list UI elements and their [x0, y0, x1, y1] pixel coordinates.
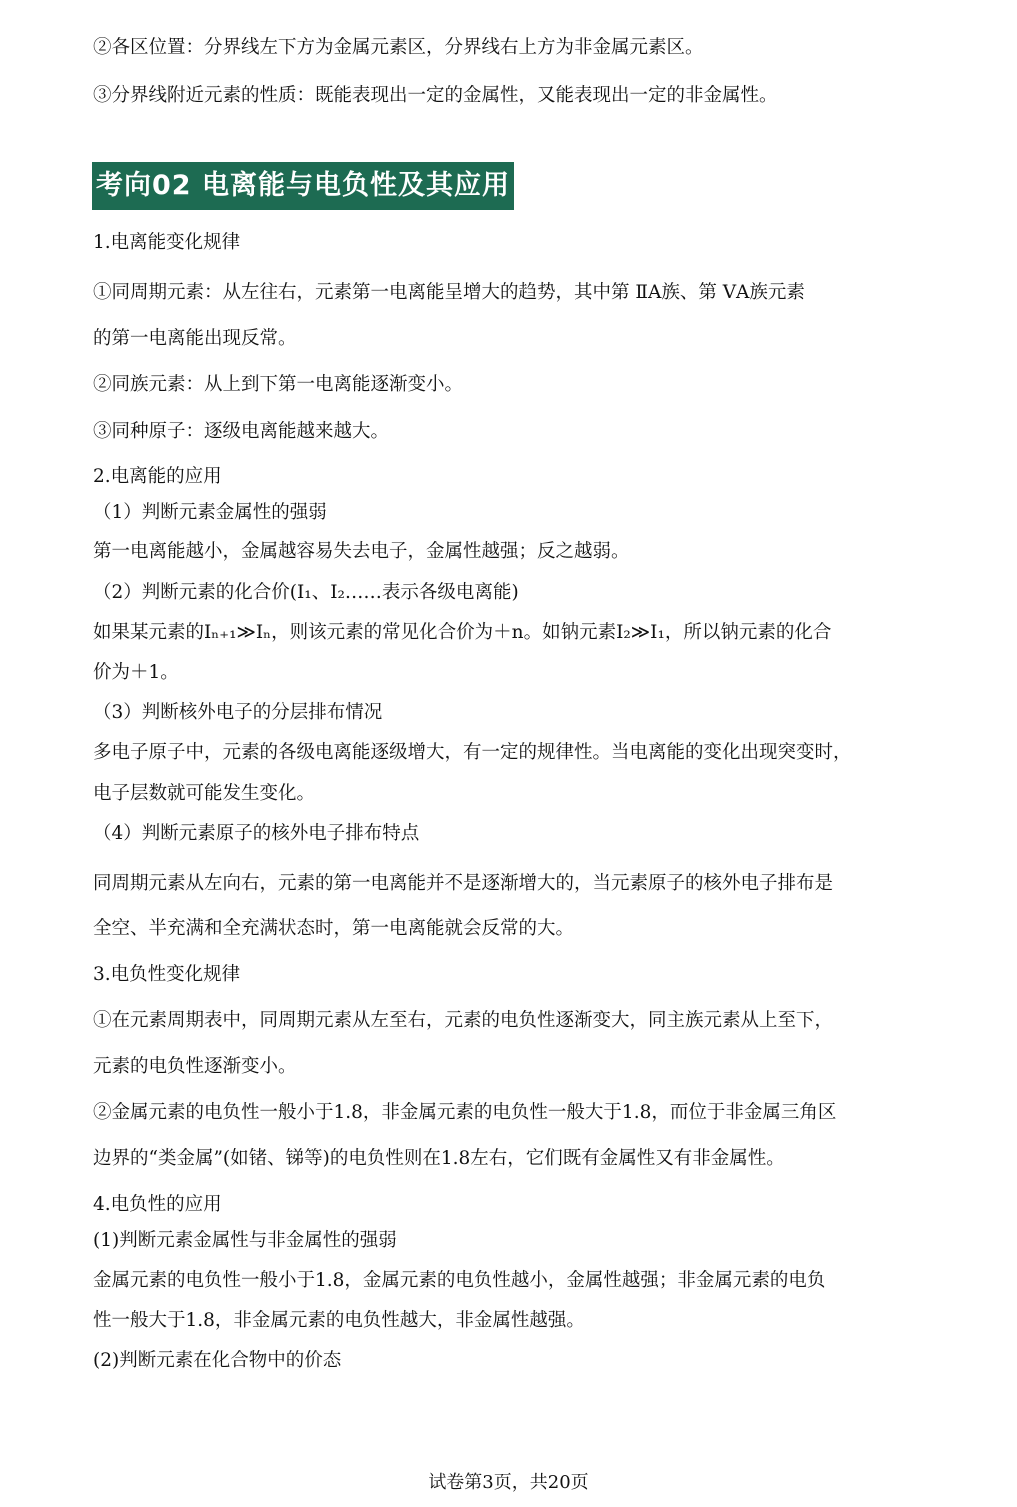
text-line: 的第一电离能出现反常。 — [93, 328, 297, 349]
section-heading: 考向02 电离能与电负性及其应用 — [92, 162, 514, 210]
text-line: （1）判断元素金属性的强弱 — [93, 502, 327, 523]
text-line: (2)判断元素在化合物中的价态 — [93, 1350, 342, 1371]
text-line: 电子层数就可能发生变化。 — [93, 783, 316, 804]
text-line: 价为＋1。 — [93, 662, 179, 683]
text-line: 2.电离能的应用 — [93, 466, 222, 487]
text-line: 如果某元素的Iₙ₊₁≫Iₙ，则该元素的常见化合价为＋n。如钠元素I₂≫I₁，所以钠元素的化合 — [93, 622, 832, 643]
text-line: (1)判断元素金属性与非金属性的强弱 — [93, 1230, 397, 1251]
text-line: ②金属元素的电负性一般小于1.8，非金属元素的电负性一般大于1.8，而位于非金属三角区 — [93, 1102, 837, 1123]
text-line: 第一电离能越小，金属越容易失去电子，金属性越强；反之越弱。 — [93, 541, 630, 562]
text-line: ③同种原子：逐级电离能越来越大。 — [93, 421, 390, 442]
text-line: 3.电负性变化规律 — [93, 964, 241, 985]
text-line: 性一般大于1.8，非金属元素的电负性越大，非金属性越强。 — [93, 1310, 585, 1331]
text-line: （2）判断元素的化合价(I₁、I₂……表示各级电离能) — [93, 582, 519, 603]
page-footer: 试卷第3页，共20页 — [428, 1472, 589, 1493]
text-line: ②各区位置：分界线左下方为金属元素区，分界线右上方为非金属元素区。 — [93, 37, 704, 58]
text-line: ①在元素周期表中，同周期元素从左至右，元素的电负性逐渐变大，同主族元素从上至下， — [93, 1010, 834, 1031]
text-line: ②同族元素：从上到下第一电离能逐渐变小。 — [93, 374, 464, 395]
text-line: 金属元素的电负性一般小于1.8，金属元素的电负性越小，金属性越强；非金属元素的电负 — [93, 1270, 826, 1291]
text-line: ③分界线附近元素的性质：既能表现出一定的金属性，又能表现出一定的非金属性。 — [93, 85, 778, 106]
text-line: （4）判断元素原子的核外电子排布特点 — [93, 823, 420, 844]
text-line: 4.电负性的应用 — [93, 1194, 222, 1215]
text-line: 边界的“类金属”(如锗、锑等)的电负性则在1.8左右，它们既有金属性又有非金属性。 — [93, 1148, 785, 1169]
text-line: 同周期元素从左向右，元素的第一电离能并不是逐渐增大的，当元素原子的核外电子排布是 — [93, 873, 834, 894]
text-line: 多电子原子中，元素的各级电离能逐级增大，有一定的规律性。当电离能的变化出现突变时， — [93, 742, 852, 763]
text-line: 1.电离能变化规律 — [93, 232, 241, 253]
text-line: 元素的电负性逐渐变小。 — [93, 1056, 297, 1077]
text-line: ①同周期元素：从左往右，元素第一电离能呈增大的趋势，其中第 ⅡA族、第 ⅤA族元素 — [93, 282, 805, 303]
text-line: 全空、半充满和全充满状态时，第一电离能就会反常的大。 — [93, 918, 575, 939]
text-line: （3）判断核外电子的分层排布情况 — [93, 702, 383, 723]
